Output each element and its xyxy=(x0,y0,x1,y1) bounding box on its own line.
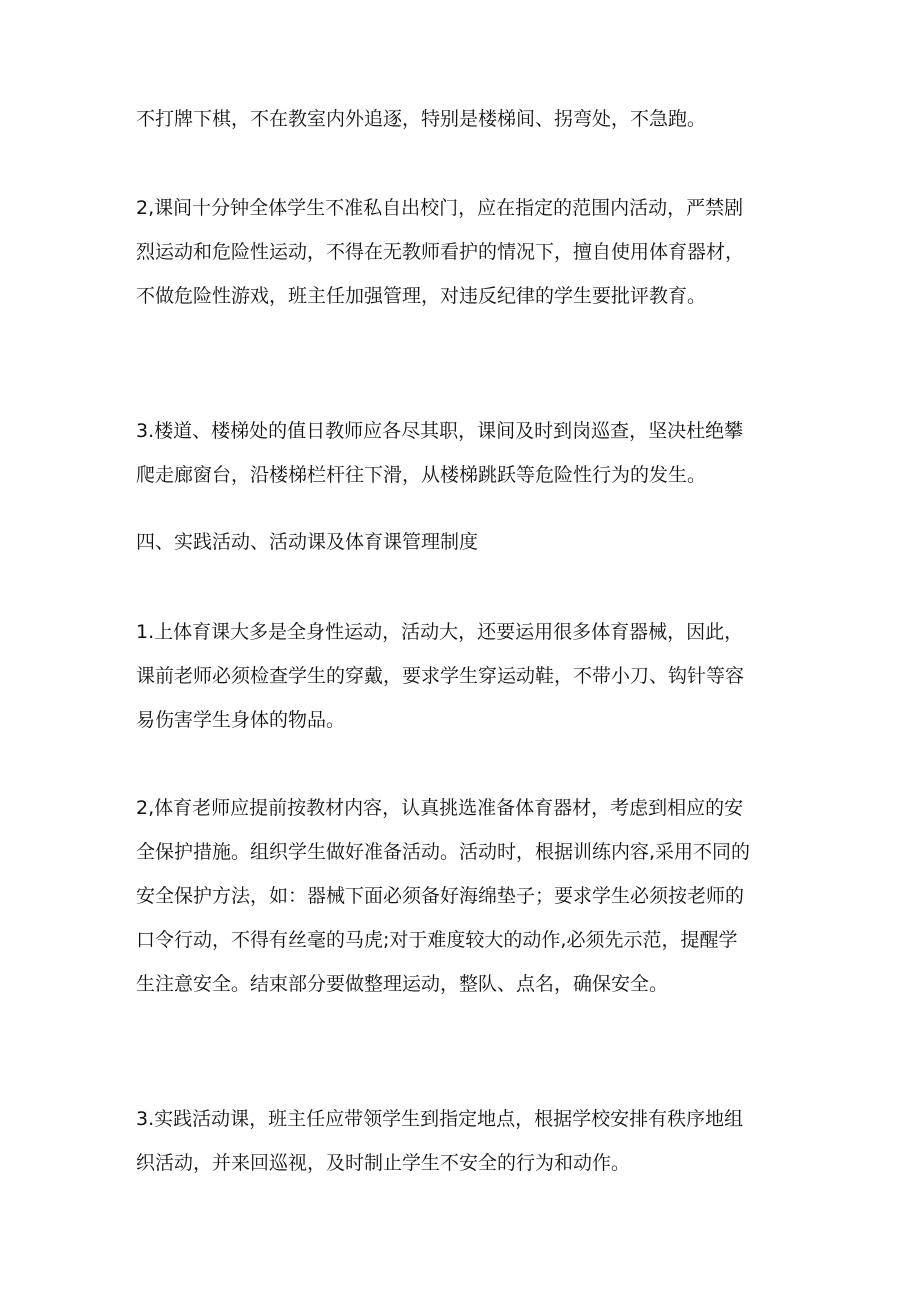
section-heading: 四、实践活动、活动课及体育课管理制度 xyxy=(136,531,479,553)
paragraph-pe-item-2: 2,体育老师应提前按教材内容，认真挑选准备体育器材，考虑到相应的安 全保护措施。组织学生做好准备活动。活动时，根据训练内容,采用不同的 安全保护方法，如：器械下面必须备好海绵垫子；要求学生必须按老师的 口令行动，不得有丝毫的马虎;对于难度较大的动作,必须先示范，提醒学 生注意安全。结束部分要做整理运动，整队、点名，确保安全。 xyxy=(136,797,751,995)
paragraph-practice-item-3: 3.实践活动课，班主任应带领学生到指定地点，根据学校安排有秩序地组 织活动，并来回巡视，及时制止学生不安全的行为和动作。 xyxy=(136,1108,744,1174)
paragraph-stairway-duty: 3.楼道、楼梯处的值日教师应各尽其职，课间及时到岗巡查，坚决杜绝攀 爬走廊窗台，沿楼梯栏杆往下滑，从楼梯跳跃等危险性行为的发生。 xyxy=(136,420,744,486)
paragraph-recess-rule: 2,课间十分钟全体学生不准私自出校门，应在指定的范围内活动，严禁剧 烈运动和危险性运动，不得在无教师看护的情况下，擅自使用体育器材， 不做危险性游戏，班主任加强管理，对违反纪律的学生要批评教育。 xyxy=(136,197,745,307)
paragraph-continuation: 不打牌下棋，不在教室内外追逐，特别是楼梯间、拐弯处，不急跑。 xyxy=(136,108,707,130)
paragraph-pe-item-1: 1.上体育课大多是全身性运动，活动大，还要运用很多体育器械，因此， 课前老师必须检查学生的穿戴，要求学生穿运动鞋，不带小刀、钩针等容 易伤害学生身体的物品。 xyxy=(136,621,745,731)
